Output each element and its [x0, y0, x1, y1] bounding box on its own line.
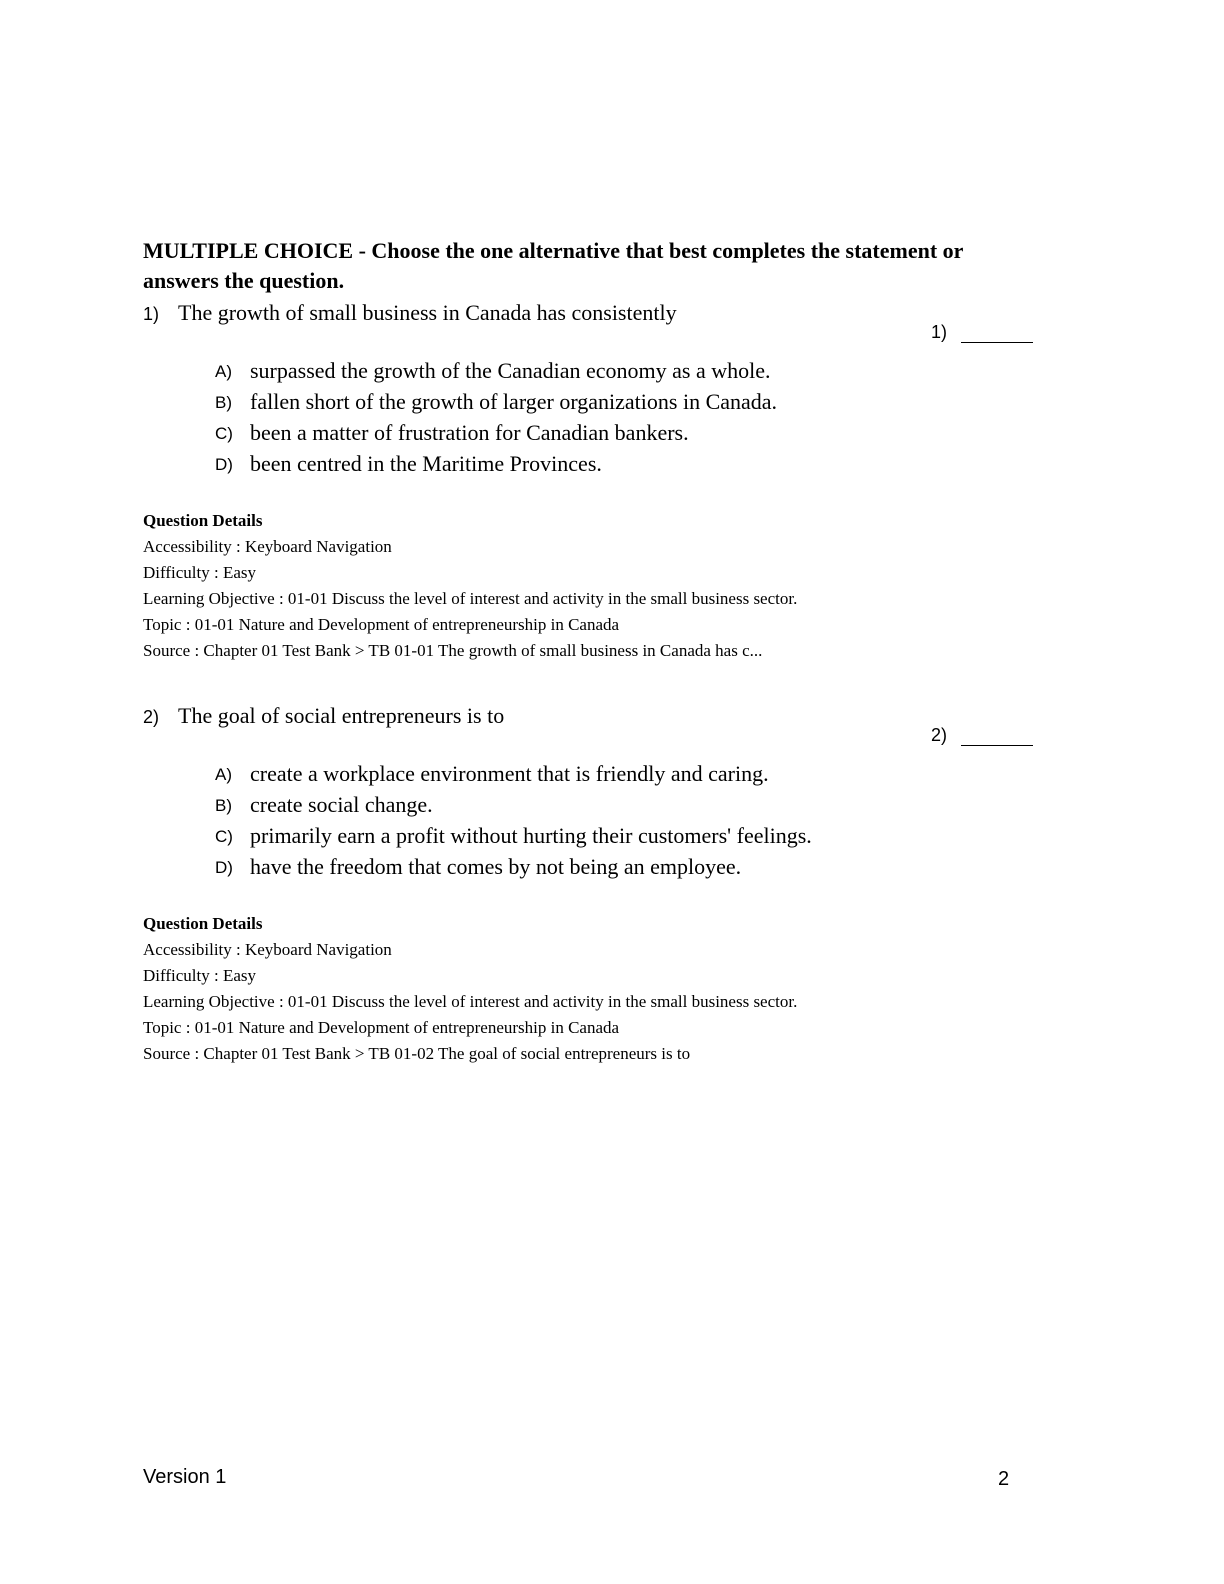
question-number: 2)	[143, 707, 160, 727]
option-letter: A)	[215, 362, 232, 381]
question-details	[143, 911, 1083, 1067]
details-difficulty: Difficulty : Easy	[143, 966, 256, 985]
option-text: fallen short of the growth of larger organizations in Canada.	[250, 389, 778, 414]
option-b[interactable]	[215, 792, 1083, 823]
details-difficulty: Difficulty : Easy	[143, 563, 256, 582]
question-2	[143, 703, 1083, 1067]
details-accessibility: Accessibility : Keyboard Navigation	[143, 940, 392, 959]
option-letter: B)	[215, 393, 232, 412]
answer-label: 1)	[930, 322, 947, 342]
details-learning-objective: Learning Objective : 01-01 Discuss the level of interest and activity in the small business sector.	[143, 992, 798, 1011]
details-title: Question Details	[143, 914, 263, 933]
answer-label: 2)	[930, 725, 947, 745]
option-d[interactable]	[215, 451, 1083, 482]
option-b[interactable]	[215, 389, 1083, 420]
question-number: 1)	[143, 304, 160, 324]
option-text: surpassed the growth of the Canadian economy as a whole.	[250, 358, 771, 383]
details-learning-objective: Learning Objective : 01-01 Discuss the level of interest and activity in the small business sector.	[143, 589, 798, 608]
option-c[interactable]	[215, 420, 1083, 451]
option-c[interactable]	[215, 823, 1083, 854]
option-text: primarily earn a profit without hurting their customers' feelings.	[250, 823, 812, 848]
option-text: create social change.	[250, 792, 433, 817]
section-heading	[143, 236, 1043, 296]
options-list	[143, 358, 1083, 482]
answer-slot[interactable]	[931, 322, 1033, 343]
heading-line-2: answers the question.	[143, 268, 345, 293]
option-a[interactable]	[215, 761, 1083, 792]
option-letter: C)	[215, 827, 233, 846]
question-stem	[143, 703, 1083, 745]
question-text: The goal of social entrepreneurs is to	[178, 703, 505, 728]
question-1	[143, 300, 1083, 664]
option-text: been a matter of frustration for Canadian bankers.	[250, 420, 689, 445]
heading-line-1: MULTIPLE CHOICE - Choose the one alternative that best completes the statement or	[143, 238, 964, 263]
details-topic: Topic : 01-01 Nature and Development of entrepreneurship in Canada	[143, 615, 620, 634]
answer-blank[interactable]	[961, 324, 1033, 343]
details-source: Source : Chapter 01 Test Bank > TB 01-02 The goal of social entrepreneurs is to	[143, 1044, 691, 1063]
footer-version: Version 1	[143, 1466, 227, 1488]
option-letter: C)	[215, 424, 233, 443]
details-topic: Topic : 01-01 Nature and Development of entrepreneurship in Canada	[143, 1018, 620, 1037]
option-text: create a workplace environment that is friendly and caring.	[250, 761, 769, 786]
answer-blank[interactable]	[961, 727, 1033, 746]
details-accessibility: Accessibility : Keyboard Navigation	[143, 537, 392, 556]
options-list	[143, 761, 1083, 885]
option-letter: D)	[215, 455, 233, 474]
question-details	[143, 508, 1083, 664]
page-number: 2	[998, 1468, 1010, 1490]
question-text: The growth of small business in Canada has consistently	[178, 300, 677, 325]
option-a[interactable]	[215, 358, 1083, 389]
details-title: Question Details	[143, 511, 263, 530]
option-letter: D)	[215, 858, 233, 877]
option-text: have the freedom that comes by not being an employee.	[250, 854, 742, 879]
option-letter: B)	[215, 796, 232, 815]
question-stem	[143, 300, 1083, 342]
answer-slot[interactable]	[931, 725, 1033, 746]
option-letter: A)	[215, 765, 232, 784]
details-source: Source : Chapter 01 Test Bank > TB 01-01 The growth of small business in Canada has c...	[143, 641, 763, 660]
option-d[interactable]	[215, 854, 1083, 885]
option-text: been centred in the Maritime Provinces.	[250, 451, 602, 476]
